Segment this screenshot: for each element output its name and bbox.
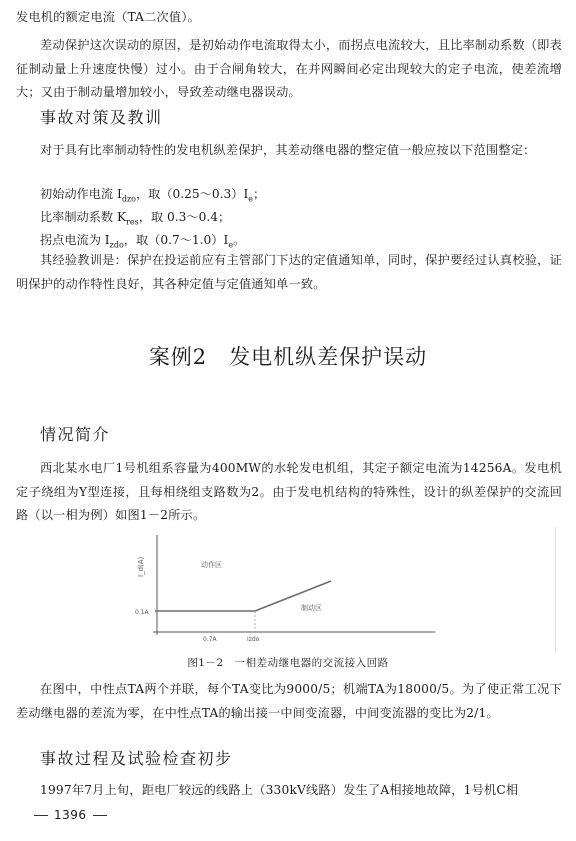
case-label: 案例2 bbox=[148, 345, 208, 369]
restraint-region-label: 制动区 bbox=[301, 604, 322, 612]
paragraph-rated-current: 发电机的额定电流（TA二次值）。 bbox=[16, 10, 200, 24]
x-tick-label-2: Izdo bbox=[247, 636, 260, 643]
setting-3-label: 拐点电流为 I bbox=[40, 233, 110, 247]
paragraph-lessons: 其经验教训是：保护在投运前应有主管部门下达的定值通知单，同时，保护要经过认真校验，证明保护的动作特性良好，其各种定值与定值通知单一致。 bbox=[16, 253, 562, 291]
page-number: 1396 bbox=[54, 808, 87, 822]
paragraph-ta-config: 在图中，中性点TA两个并联，每个TA变比为9000/5；机端TA为18000/5。为了使正常工况下差动继电器的差流为零，在中性点TA的输出接一中间变流器，中间变流器的变比为2/1。 bbox=[16, 682, 562, 720]
paragraph-settings-intro: 对于具有比率制动特性的发电机纵差保护，其差动继电器的整定值一般应按以下范围整定： bbox=[40, 143, 536, 157]
case-name: 发电机纵差保护误动 bbox=[229, 345, 428, 369]
setting-1-end: ； bbox=[253, 187, 266, 201]
operate-region-label: 动作区 bbox=[201, 561, 222, 569]
heading-intro: 情况简介 bbox=[40, 425, 111, 444]
footer-dash-right bbox=[93, 815, 107, 816]
setting-3-end: 。 bbox=[233, 233, 246, 247]
characteristic-plot bbox=[105, 527, 555, 652]
setting-initial-current bbox=[40, 184, 265, 209]
y-axis-label: I_d(A) bbox=[137, 556, 145, 577]
y-tick-label: 0.1A bbox=[135, 609, 149, 616]
x-tick-label-1: 0.7A bbox=[203, 636, 217, 643]
setting-3-sub: zdo bbox=[109, 240, 124, 250]
paragraph-process: 1997年7月上旬，距电厂较远的线路上（330kV线路）发生了A相接地故障，1号机C相 bbox=[40, 783, 519, 797]
figure-characteristic bbox=[105, 527, 556, 652]
figure-caption: 图1－2 一相差动继电器的交流接入回路 bbox=[187, 657, 389, 669]
setting-2-tail: ，取 0.3～0.4； bbox=[138, 210, 231, 224]
setting-1-label: 初始动作电流 I bbox=[40, 187, 122, 201]
heading-process: 事故过程及试验检查初步 bbox=[40, 749, 233, 768]
page-footer bbox=[28, 808, 113, 822]
setting-2-label: 比率制动系数 K bbox=[40, 210, 127, 224]
setting-3-tail: ，取（0.7～1.0）I bbox=[123, 233, 229, 247]
heading-measures: 事故对策及教训 bbox=[40, 108, 163, 127]
setting-2-sub: res bbox=[126, 217, 139, 227]
footer-dash-left bbox=[34, 815, 48, 816]
setting-3-sub2: e bbox=[228, 240, 234, 250]
paragraph-intro: 西北某水电厂1号机组系容量为400MW的水轮发电机组，其定子额定电流为14256A。发电机定子绕组为Y型连接，且每相绕组支路数为2。由于发电机结构的特殊性，设计的纵差保护的交流回路（以一相为例）如图1－2所示。 bbox=[16, 461, 562, 522]
case-title bbox=[0, 343, 576, 371]
setting-1-tail: ，取（0.25～0.3）I bbox=[135, 187, 249, 201]
setting-1-sub2: e bbox=[248, 194, 253, 204]
setting-1-sub: dzo bbox=[121, 194, 136, 204]
setting-ratio-coefficient bbox=[40, 207, 230, 232]
paragraph-cause: 差动保护这次误动的原因，是初始动作电流取得太小，而拐点电流较大，且比率制动系数（即表征制动量上升速度快慢）过小。由于合闸角较大，在并网瞬间必定出现较大的定子电流，使差流增大；又由于制动量增加较小，导致差动继电器误动。 bbox=[16, 38, 562, 99]
